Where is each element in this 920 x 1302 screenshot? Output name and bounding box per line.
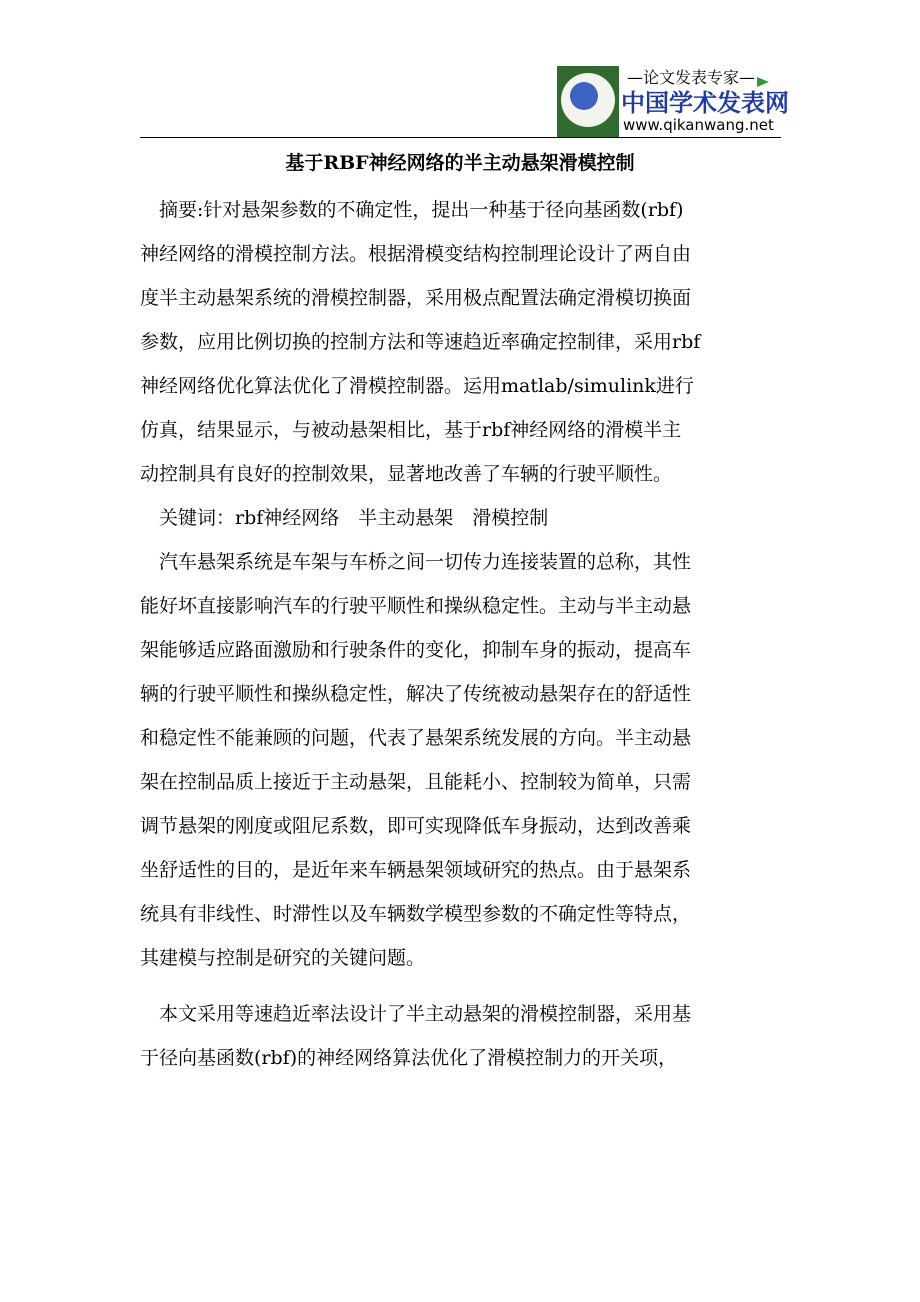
logo-name: 中国学术发表网 [621,89,789,117]
paragraph-spacer [140,980,780,992]
intro-line: 和稳定性不能兼顾的问题，代表了悬架系统发展的方向。半主动悬 [140,727,692,749]
method-paragraph [140,992,780,1080]
intro-line: 能好坏直接影响汽车的行驶平顺性和操纵稳定性。主动与半主动悬 [140,595,692,617]
intro-paragraph [140,540,780,980]
intro-line: 坐舒适性的目的，是近年来车辆悬架领域研究的热点。由于悬架系 [140,859,692,881]
abstract-line: 仿真，结果显示，与被动悬架相比，基于rbf神经网络的滑模半主 [140,419,682,441]
abstract-line: 神经网络的滑模控制方法。根据滑模变结构控制理论设计了两自由 [140,243,692,265]
page-header [0,0,920,140]
intro-line: 汽车悬架系统是车架与车桥之间一切传力连接装置的总称，其性 [140,551,692,573]
intro-line: 架在控制品质上接近于主动悬架，且能耗小、控制较为简单，只需 [140,771,692,793]
logo-seal [557,66,619,137]
intro-line: 辆的行驶平顺性和操纵稳定性，解决了传统被动悬架存在的舒适性 [140,683,692,705]
document-body [140,146,780,1080]
abstract-line: 摘要:针对悬架参数的不确定性，提出一种基于径向基函数(rbf) [140,199,684,221]
method-line: 于径向基函数(rbf)的神经网络算法优化了滑模控制力的开关项， [140,1047,678,1069]
header-divider [140,137,781,138]
title-spacer [140,180,780,188]
book-icon [570,82,598,110]
document-title: 基于RBF神经网络的半主动悬架滑模控制 [285,152,635,174]
abstract-line: 参数，应用比例切换的控制方法和等速趋近率确定控制律，采用rbf [140,331,701,353]
abstract-line: 度半主动悬架系统的滑模控制器，采用极点配置法确定滑模切换面 [140,287,692,309]
intro-line: 其建模与控制是研究的关键问题。 [140,947,426,969]
intro-line: 调节悬架的刚度或阻尼系数，即可实现降低车身振动，达到改善乘 [140,815,692,837]
abstract-line: 动控制具有良好的控制效果，显著地改善了车辆的行驶平顺性。 [140,463,673,485]
arrow-icon [757,77,769,87]
logo-slogan: —论文发表专家— [627,68,756,87]
site-logo [557,66,789,137]
intro-line: 统具有非线性、时滞性以及车辆数学模型参数的不确定性等特点， [140,903,692,925]
abstract-line: 神经网络优化算法优化了滑模控制器。运用matlab/simulink进行 [140,375,694,397]
method-line: 本文采用等速趋近率法设计了半主动悬架的滑模控制器，采用基 [140,1003,692,1025]
logo-url: www.qikanwang.net [623,116,774,134]
keywords-line: 关键词：rbf神经网络 半主动悬架 滑模控制 [140,507,549,529]
intro-line: 架能够适应路面激励和行驶条件的变化，抑制车身的振动，提高车 [140,639,692,661]
abstract-paragraph [140,188,780,496]
